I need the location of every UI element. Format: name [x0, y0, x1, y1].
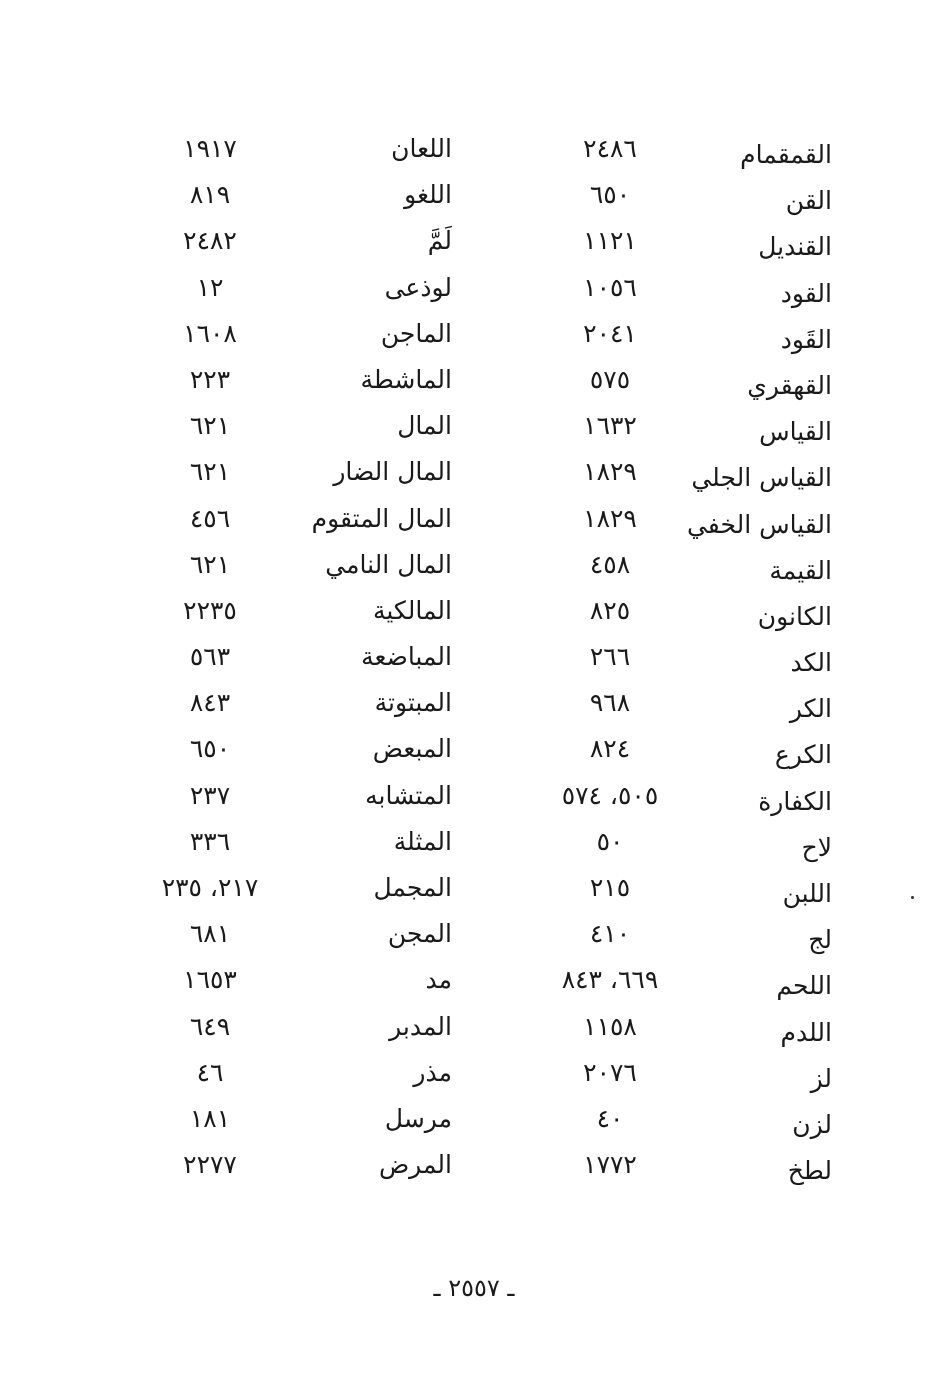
index-row	[0, 174, 948, 220]
index-term-left: المباضعة	[361, 642, 452, 672]
index-term-right: القياس الجلي	[691, 463, 832, 493]
index-page-number-left: ٣٣٦	[189, 826, 231, 856]
index-term-left: المجن	[387, 919, 452, 949]
index-page-number-right: ٩٦٨	[589, 688, 631, 718]
index-term-left: اللغو	[404, 180, 452, 210]
index-row	[0, 913, 948, 959]
index-page-number-left: ٢٢٣	[189, 364, 231, 394]
index-page-number-right: ٤١٠	[589, 919, 631, 949]
index-page-number-right: ٢٠٧٦	[583, 1057, 637, 1087]
index-row	[0, 959, 948, 1005]
index-term-right: القياس	[759, 417, 832, 447]
index-row	[0, 682, 948, 728]
index-term-left: المتشابه	[365, 780, 452, 810]
index-page-number-left: ١٦٥٣	[183, 965, 237, 995]
index-page-number-left: ٨٤٣	[189, 688, 231, 718]
index-page-number-right: ٢١٥	[589, 873, 631, 902]
index-term-left: لوذعى	[384, 272, 452, 302]
index-page-number-left: ٨١٩	[189, 180, 231, 210]
index-term-right: القياس الخفي	[686, 509, 832, 539]
index-term-left: الماشطة	[360, 364, 452, 394]
index-term-left: المال الضار	[333, 457, 452, 487]
index-term-right: القنديل	[758, 232, 832, 262]
index-page-number-left: ٦٢١	[189, 457, 231, 487]
index-page-number-left: ٢٢٧٧	[183, 1150, 237, 1180]
index-row	[0, 1098, 948, 1144]
index-page-number-left: ٦٢١	[189, 549, 231, 579]
index-term-left: المالكية	[372, 595, 452, 625]
index-term-right: الكانون	[757, 601, 832, 631]
index-term-left: اللعان	[391, 134, 452, 163]
index-term-left: المدبر	[389, 1011, 452, 1041]
index-term-right: لزن	[792, 1109, 832, 1139]
index-row	[0, 220, 948, 266]
index-page-number-left: ١٦٠٨	[183, 318, 237, 348]
index-row	[0, 1006, 948, 1052]
index-row	[0, 313, 948, 359]
index-row	[0, 359, 948, 405]
index-page-number-left: ٤٥٦	[189, 503, 231, 533]
page-number: ـ ٢٥٥٧ ـ	[433, 1274, 515, 1302]
index-row	[0, 1144, 948, 1190]
index-term-left: المال المتقوم	[311, 503, 452, 533]
index-row	[0, 867, 948, 913]
index-row	[0, 544, 948, 590]
index-page-number-left: ٢٤٨٢	[183, 226, 237, 256]
index-page-number-left: ٤٦	[196, 1057, 224, 1087]
index-page-number-right: ٦٥٠	[589, 180, 631, 210]
index-page-number-right: ٥٧٥	[589, 364, 631, 394]
index-page-number-left: ١٢	[196, 272, 224, 302]
index-row	[0, 821, 948, 867]
index-term-left: المبعض	[372, 734, 452, 764]
index-term-right: لاح	[801, 832, 832, 862]
index-term-left: المال النامي	[325, 549, 452, 579]
index-page-number-right: ١٦٣٢	[583, 411, 637, 441]
index-page-number-left: ٦٥٠	[189, 734, 231, 764]
index-page-number-right: ٥٠	[596, 826, 624, 856]
index-row	[0, 128, 948, 174]
index-term-right: الكفارة	[758, 786, 832, 816]
index-page-number-right: ١١٢١	[583, 226, 637, 256]
index-page-number-right: ٢٦٦	[589, 642, 631, 672]
index-page-number-left: ٢٢٣٥	[183, 595, 237, 625]
index-term-right: الكر	[789, 694, 832, 724]
index-term-left: مد	[425, 965, 452, 995]
index-page-number-right: ٨٢٤	[589, 734, 631, 764]
index-page-number-right: ١٠٥٦	[583, 272, 637, 302]
index-table	[0, 128, 948, 1190]
index-page-number-right: ١١٥٨	[583, 1011, 637, 1041]
index-row	[0, 405, 948, 451]
index-page-number-left: ٥٦٣	[189, 642, 231, 672]
index-row	[0, 775, 948, 821]
index-page-number-right: ٨٢٥	[589, 595, 631, 625]
index-term-left: المبتوتة	[374, 688, 452, 718]
index-page-number-left: ٦٤٩	[189, 1011, 231, 1041]
index-row	[0, 498, 948, 544]
index-page-number-right: ٢٠٤١	[583, 318, 637, 348]
index-term-left: المرض	[378, 1150, 452, 1180]
index-term-left: المال	[397, 411, 452, 441]
index-page-number-left: ١٨١	[189, 1103, 231, 1133]
index-term-left: مذر	[413, 1057, 452, 1087]
index-page-number-left: ٢٣٧	[189, 780, 231, 810]
index-page-number-right: ١٨٢٩	[583, 503, 637, 533]
index-page-number-left: ٢١٧، ٢٣٥	[161, 873, 259, 902]
index-row	[0, 590, 948, 636]
index-term-right: القمقمام	[740, 140, 832, 169]
index-page-number-left: ٦٢١	[189, 411, 231, 441]
index-page-number-right: ١٨٢٩	[583, 457, 637, 487]
ink-speck	[911, 896, 914, 899]
index-term-right: لج	[808, 925, 832, 955]
index-term-left: الماجن	[380, 318, 452, 348]
index-page-number-right: ٤٠	[596, 1103, 624, 1133]
index-term-left: المثلة	[393, 826, 452, 856]
index-term-right: اللدم	[780, 1017, 832, 1047]
index-term-right: لز	[810, 1063, 832, 1093]
index-row	[0, 451, 948, 497]
index-term-right: القود	[780, 278, 832, 308]
index-row	[0, 267, 948, 313]
index-term-right: الكد	[790, 648, 832, 678]
index-page-number-left: ٦٨١	[189, 919, 231, 949]
index-row	[0, 1052, 948, 1098]
index-term-right: الكرع	[774, 740, 832, 770]
index-page-number-right: ٢٤٨٦	[583, 134, 637, 163]
index-term-right: القهقري	[747, 370, 832, 400]
index-page-number-right: ١٧٧٢	[583, 1150, 637, 1180]
index-page-number-right: ٤٥٨	[589, 549, 631, 579]
index-term-right: اللبن	[782, 879, 832, 908]
index-term-left: لَمَّ	[427, 226, 452, 256]
index-term-left: المجمل	[373, 873, 452, 902]
index-page-number-right: ٥٠٥، ٥٧٤	[561, 780, 659, 810]
index-term-right: القيمة	[769, 555, 832, 585]
index-term-right: اللحم	[776, 971, 832, 1001]
index-row	[0, 636, 948, 682]
index-row	[0, 728, 948, 774]
index-term-left: مرسل	[384, 1103, 452, 1133]
index-term-right: القن	[785, 186, 832, 216]
index-page-number-right: ٦٦٩، ٨٤٣	[561, 965, 659, 995]
index-term-right: القَود	[780, 324, 832, 354]
index-term-right: لطخ	[787, 1156, 832, 1186]
index-page-number-left: ١٩١٧	[183, 134, 237, 163]
